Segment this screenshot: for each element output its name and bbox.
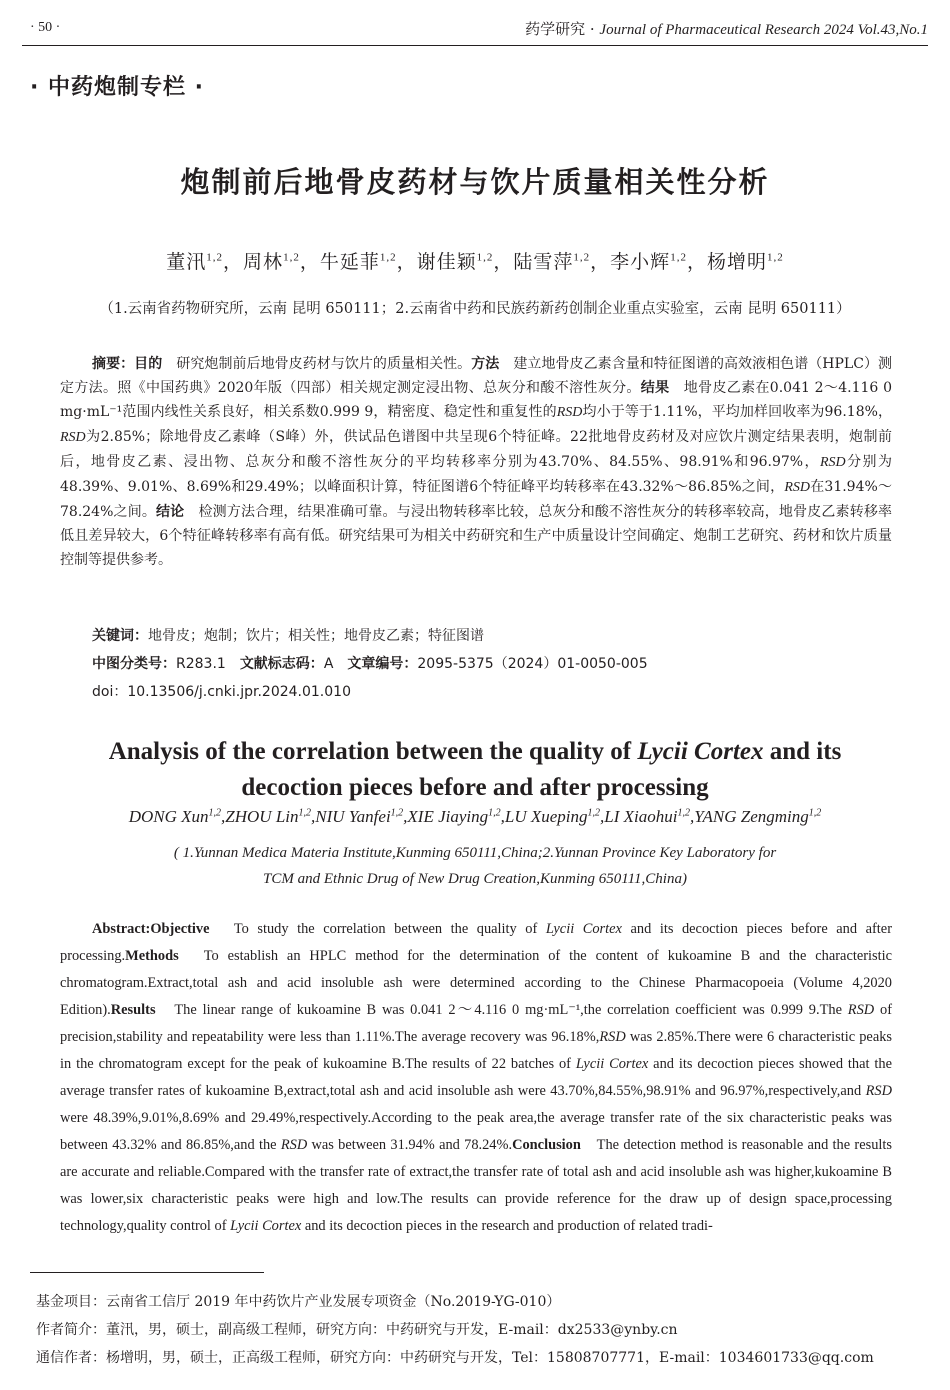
methods-label-en: Methods bbox=[125, 948, 179, 964]
article-title-cn: 炮制前后地骨皮药材与饮片质量相关性分析 bbox=[180, 165, 770, 199]
abstract-cn: 摘要：目的 研究炮制前后地骨皮药材与饮片的质量相关性。方法 建立地骨皮乙素含量和特征图谱的高效液相色谱（HPLC）测定方法。照《中国药典》2020年版（四部）相关规定测定浸出物、总灰分和酸不溶性灰分。结果 地骨皮乙素在0.041 2～4.116 0 mg·mL⁻¹范围内线性关系良好，相关系数0.999 9，精密度、稳定性和重复性的RSD均小于等于1.11%，平均加样回收率为96.18%，RSD为2.85%；除地骨皮乙素峰（S峰）外，供试品色谱图中共呈现6个特征峰。22批地骨皮药材及对应饮片测定结果表明，炮制前后，地骨皮乙素、浸出物、总灰分和酸不溶性灰分的平均转移率分别为43.70%、84.55%、98.91%和96.97%，RSD分别为48.39%、9.01%、8.69%和29.49%；以峰面积计算，特征图谱6个特征峰平均转移率在43.32%～86.85%之间，RSD在31.94%～78.24%之间。结论 检测方法合理，结果准确可靠。与浸出物转移率比较，总灰分和酸不溶性灰分的转移率较高，地骨皮乙素转移率低且差异较大，6个特征峰转移率有高有低。研究结果可为相关中药研究和生产中质量设计空间确定、炮制工艺研究、药材和饮片质量控制等提供参考。 bbox=[60, 356, 893, 568]
affiliation-en: ( 1.Yunnan Medica Materia Institute,Kunming 650111,China;2.Yunnan Province Key Laboratory for TCM and Ethnic Drug of New Drug Creation,Kunming 650111,China) bbox=[173, 845, 777, 887]
keywords: 关键词：地骨皮；炮制；饮片；相关性；地骨皮乙素；特征图谱 bbox=[92, 628, 484, 644]
author-cn: 董汛$^{1,2}$ bbox=[166, 251, 224, 273]
author-en: XIE Jiaying bbox=[407, 807, 489, 826]
journal-name-en: Journal of Pharmaceutical Research 2024 Vol.43,No.1 bbox=[599, 22, 928, 38]
footnote-corresponding: 通信作者：杨增明，男，硕士，正高级工程师，研究方向：中药研究与开发，Tel：15808707771，E-mail：1034601733@qq.com bbox=[36, 1350, 874, 1366]
affiliation-cn: （1.云南省药物研究所，云南 昆明 650111；2.云南省中药和民族药新药创制企业重点实验室，云南 昆明 650111） bbox=[99, 301, 851, 317]
page-number: · 50 · bbox=[30, 20, 61, 35]
author-en: ZHOU Lin bbox=[225, 807, 299, 826]
article-title-en: Analysis of the correlation between the quality of Lycii Cortex and its decoction pieces before and after processing bbox=[108, 738, 842, 801]
abstract-label: 摘要： bbox=[92, 356, 135, 372]
header-rule bbox=[22, 45, 928, 46]
author-cn: 周林$^{1,2}$ bbox=[243, 251, 300, 273]
author-en: DONG Xun bbox=[128, 807, 209, 826]
authors-en: DONG Xun$^{1,2}$,ZHOU Lin$^{1,2}$,NIU Yanfei$^{1,2}$,XIE Jiaying$^{1,2}$,LU Xueping$^{1,2}$,LI Xiaohui$^{1,2}$,YANG Zengming$^{1,2}$ bbox=[128, 807, 822, 826]
abstract-en: Abstract:Objective To study the correlation between the quality of Lycii Cortex and its decoction pieces before and after processing.Methods To establish an HPLC method for the determination of the content of kukoamine B and the characteristic chromatogram.Extract,total ash and acid insoluble ash were determined according to the Chinese Pharmacopoeia (Volume 4,2020 Edition).Results The linear range of kukoamine B was 0.041 2～4.116 0 mg·mL⁻¹,the correlation coefficient was 0.999 9.The RSD of precision,stability and repeatability were less than 1.11%.The average recovery was 96.18%,RSD was 2.85%.There were 6 characteristic peaks in the chromatogram except for the peak of kukoamine B.The results of 22 batches of Lycii Cortex and its decoction pieces showed that the average transfer rates of kukoamine B,extract,total ash and acid insoluble ash were 43.70%,84.55%,98.91% and 96.97%,respectively,and RSD were 48.39%,9.01%,8.69% and 29.49%,respectively.According to the peak area,the average transfer rate of the six characteristic peaks was between 43.32% and 86.85%,and the RSD was between 31.94% and 78.24%.Conclusion The detection method is reasonable and the results are accurate and reliable.Compared with the transfer rate of extract,the transfer rate of total ash and acid insoluble ash was higher,kukoamine B was lower,six characteristic peaks were high and low.The results can provide reference for the draw up of design space,processing technology,quality control of Lycii Cortex and its decoction pieces in the research and production of related tradi- bbox=[60, 921, 893, 1234]
authors-cn: 董汛$^{1,2}$，周林$^{1,2}$，牛延菲$^{1,2}$，谢佳颖$^{1,2}$，陆雪萍$^{1,2}$，李小辉$^{1,2}$，杨增明$^{1,2}$ bbox=[166, 251, 784, 273]
doi: doi：10.13506/j.cnki.jpr.2024.01.010 bbox=[92, 684, 351, 700]
results-label: 结果 bbox=[640, 380, 670, 396]
results-label-en: Results bbox=[110, 1002, 156, 1018]
classification-line: 中图分类号：R283.1 文献标志码：A 文章编号：2095-5375（2024）01-0050-005 bbox=[92, 656, 648, 672]
author-en: NIU Yanfei bbox=[315, 807, 391, 826]
author-en: YANG Zengming bbox=[694, 807, 809, 826]
running-header: 药学研究 · Journal of Pharmaceutical Research 2024 Vol.43,No.1 bbox=[525, 20, 928, 38]
footnote-rule bbox=[30, 1272, 264, 1273]
footnote-author-bio: 作者简介：董汛，男，硕士，副高级工程师，研究方向：中药研究与开发，E-mail：dx2533@ynby.cn bbox=[36, 1322, 678, 1338]
abstract-label-en: Abstract: bbox=[92, 921, 151, 937]
author-en: LU Xueping bbox=[504, 807, 588, 826]
author-cn: 李小辉$^{1,2}$ bbox=[610, 251, 687, 273]
author-cn: 陆雪萍$^{1,2}$ bbox=[513, 251, 591, 273]
objective-label-en: Objective bbox=[150, 921, 210, 937]
author-en: LI Xiaohui bbox=[604, 807, 678, 826]
journal-name-cn: 药学研究 bbox=[525, 20, 586, 38]
methods-label: 方法 bbox=[471, 356, 500, 372]
objective-label: 目的 bbox=[134, 356, 163, 372]
author-cn: 杨增明$^{1,2}$ bbox=[706, 251, 784, 273]
conclusion-label: 结论 bbox=[156, 504, 185, 520]
conclusion-label-en: Conclusion bbox=[512, 1137, 581, 1153]
section-label: · 中药炮制专栏 · bbox=[30, 75, 205, 100]
author-cn: 牛延菲$^{1,2}$ bbox=[319, 251, 397, 273]
author-cn: 谢佳颖$^{1,2}$ bbox=[416, 251, 494, 273]
footnote-fund: 基金项目：云南省工信厅 2019 年中药饮片产业发展专项资金（No.2019-YG-010） bbox=[36, 1294, 561, 1310]
